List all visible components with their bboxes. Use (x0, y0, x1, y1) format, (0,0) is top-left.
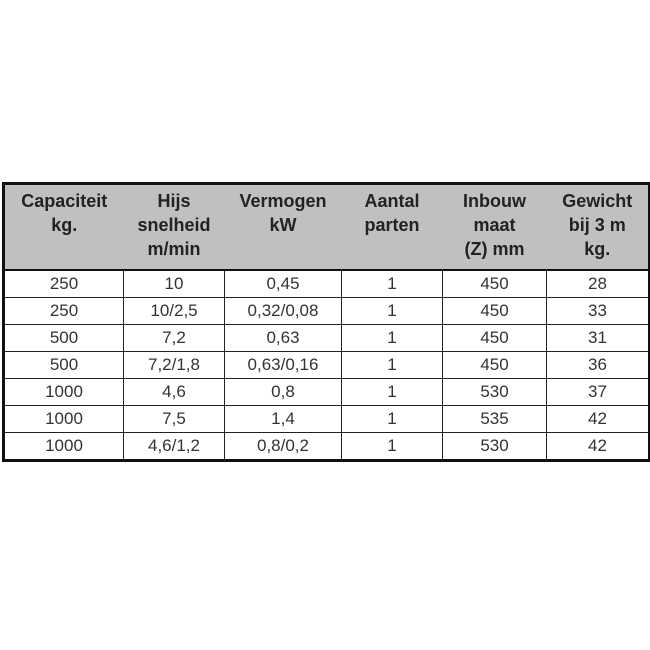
cell-power: 0,63/0,16 (225, 352, 342, 379)
header-installation-size (443, 184, 547, 271)
cell-installation-size: 535 (443, 406, 547, 433)
cell-falls: 1 (342, 325, 443, 352)
cell-capacity: 500 (4, 325, 124, 352)
header-lifting-speed (124, 184, 225, 271)
header-line: Inbouw (463, 191, 526, 211)
cell-capacity: 250 (4, 270, 124, 298)
header-power (225, 184, 342, 271)
cell-power: 0,63 (225, 325, 342, 352)
cell-installation-size: 450 (443, 352, 547, 379)
cell-falls: 1 (342, 298, 443, 325)
cell-capacity: 1000 (4, 379, 124, 406)
header-line: Gewicht (562, 191, 633, 211)
header-line: snelheid (137, 215, 211, 235)
header-line: Vermogen (239, 191, 327, 211)
table-row (4, 270, 650, 298)
cell-lifting-speed: 7,5 (124, 406, 225, 433)
header-line: kg. (51, 215, 78, 235)
header-line: bij 3 m (568, 215, 626, 235)
header-line: maat (473, 215, 516, 235)
cell-power: 0,8/0,2 (225, 433, 342, 461)
cell-power: 1,4 (225, 406, 342, 433)
cell-lifting-speed: 7,2/1,8 (124, 352, 225, 379)
hoist-specification-table (2, 182, 650, 462)
cell-weight: 42 (547, 406, 650, 433)
header-line: Hijs (157, 191, 191, 211)
cell-installation-size: 530 (443, 433, 547, 461)
cell-weight: 28 (547, 270, 650, 298)
cell-lifting-speed: 4,6 (124, 379, 225, 406)
cell-installation-size: 450 (443, 325, 547, 352)
cell-lifting-speed: 4,6/1,2 (124, 433, 225, 461)
cell-capacity: 250 (4, 298, 124, 325)
cell-lifting-speed: 10/2,5 (124, 298, 225, 325)
table-row (4, 433, 650, 461)
header-falls (342, 184, 443, 271)
cell-installation-size: 450 (443, 270, 547, 298)
header-line: parten (364, 215, 420, 235)
cell-falls: 1 (342, 433, 443, 461)
header-row (4, 184, 650, 271)
cell-power: 0,32/0,08 (225, 298, 342, 325)
table-row (4, 352, 650, 379)
header-capacity (4, 184, 124, 271)
cell-weight: 31 (547, 325, 650, 352)
table-row (4, 379, 650, 406)
cell-capacity: 500 (4, 352, 124, 379)
header-line: Aantal (364, 191, 420, 211)
cell-falls: 1 (342, 270, 443, 298)
cell-capacity: 1000 (4, 433, 124, 461)
cell-weight: 36 (547, 352, 650, 379)
cell-lifting-speed: 10 (124, 270, 225, 298)
cell-capacity: 1000 (4, 406, 124, 433)
table-row (4, 298, 650, 325)
header-line: (Z) mm (464, 239, 525, 259)
cell-power: 0,45 (225, 270, 342, 298)
table-row (4, 325, 650, 352)
cell-falls: 1 (342, 379, 443, 406)
cell-weight: 42 (547, 433, 650, 461)
cell-installation-size: 530 (443, 379, 547, 406)
table-row (4, 406, 650, 433)
header-line: kW (269, 215, 297, 235)
header-weight (547, 184, 650, 271)
cell-weight: 33 (547, 298, 650, 325)
cell-falls: 1 (342, 352, 443, 379)
cell-power: 0,8 (225, 379, 342, 406)
cell-lifting-speed: 7,2 (124, 325, 225, 352)
header-line: m/min (147, 239, 201, 259)
header-line: kg. (584, 239, 611, 259)
cell-falls: 1 (342, 406, 443, 433)
header-line: Capaciteit (21, 191, 108, 211)
cell-installation-size: 450 (443, 298, 547, 325)
cell-weight: 37 (547, 379, 650, 406)
